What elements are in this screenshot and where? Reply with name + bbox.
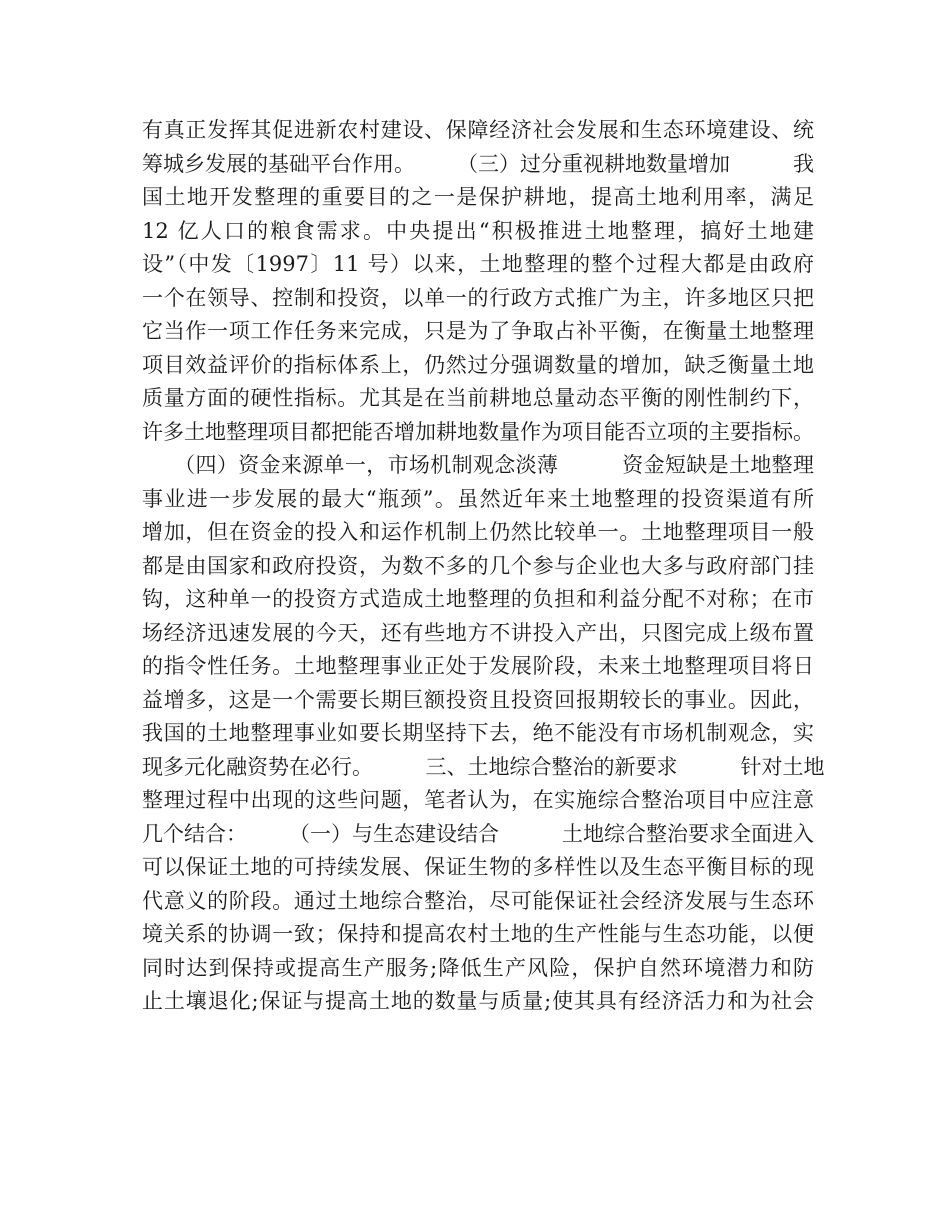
text-line: 筹城乡发展的基础平台作用。 （三）过分重视耕地数量增加 我: [142, 151, 814, 176]
text-line: 境关系的协调一致；保持和提高农村土地的生产性能与生态功能，以便: [142, 922, 814, 946]
text-line: 同时达到保持或提高生产服务;降低生产风险，保护自然环境潜力和防: [142, 955, 814, 980]
text-line: （四）资金来源单一，市场机制观念淡薄 资金短缺是土地整理: [142, 453, 814, 477]
text-line: 钩，这种单一的投资方式造成土地整理的负担和利益分配不对称；在市: [142, 587, 814, 611]
text-line: 有真正发挥其促进新农村建设、保障经济社会发展和生态环境建设、统: [142, 118, 814, 142]
text-line: 都是由国家和政府投资，为数不多的几个参与企业也大多与政府部门挂: [142, 553, 814, 578]
text-line: 质量方面的硬性指标。尤其是在当前耕地总量动态平衡的刚性制约下，: [142, 386, 814, 410]
text-line: 一个在领导、控制和投资，以单一的行政方式推广为主，许多地区只把: [142, 285, 814, 310]
text-line: 我国的土地整理事业如要长期坚持下去，绝不能没有市场机制观念，实: [142, 721, 814, 745]
text-line: 许多土地整理项目都把能否增加耕地数量作为项目能否立项的主要指标。: [142, 419, 814, 444]
text-line: 场经济迅速发展的今天，还有些地方不讲投入产出，只图完成上级布置: [142, 620, 814, 645]
text-line: 12 亿人口的粮食需求。中央提出“积极推进土地整理，搞好土地建: [142, 218, 814, 243]
text-line: 可以保证土地的可持续发展、保证生物的多样性以及生态平衡目标的现: [142, 855, 814, 879]
text-line: 整理过程中出现的这些问题，笔者认为，在实施综合整治项目中应注意: [142, 788, 814, 812]
text-line: 国土地开发整理的重要目的之一是保护耕地，提高土地利用率，满足: [142, 185, 814, 209]
text-line: 几个结合： （一）与生态建设结合 土地综合整治要求全面进入: [142, 821, 814, 846]
text-line: 项目效益评价的指标体系上，仍然过分强调数量的增加，缺乏衡量土地: [142, 352, 814, 377]
text-line: 益增多，这是一个需要长期巨额投资且投资回报期较长的事业。因此，: [142, 687, 814, 712]
text-line: 现多元化融资势在必行。 三、土地综合整治的新要求 针对土地: [142, 754, 825, 779]
text-line: 它当作一项工作任务来完成，只是为了争取占补平衡，在衡量土地整理: [142, 319, 814, 343]
body-text: [142, 114, 825, 1019]
text-line: 事业进一步发展的最大“瓶颈”。虽然近年来土地整理的投资渠道有所: [142, 486, 814, 511]
text-line: 的指令性任务。土地整理事业正处于发展阶段，未来土地整理项目将日: [142, 654, 814, 678]
text-line: 代意义的阶段。通过土地综合整治，尽可能保证社会经济发展与生态环: [142, 888, 814, 913]
text-line: 止土壤退化;保证与提高土地的数量与质量;使其具有经济活力和为社会: [142, 989, 814, 1013]
text-line: 增加，但在资金的投入和运作机制上仍然比较单一。土地整理项目一般: [142, 520, 814, 544]
text-line: 设”（中发〔1997〕11 号）以来，土地整理的整个过程大都是由政府: [142, 252, 814, 276]
